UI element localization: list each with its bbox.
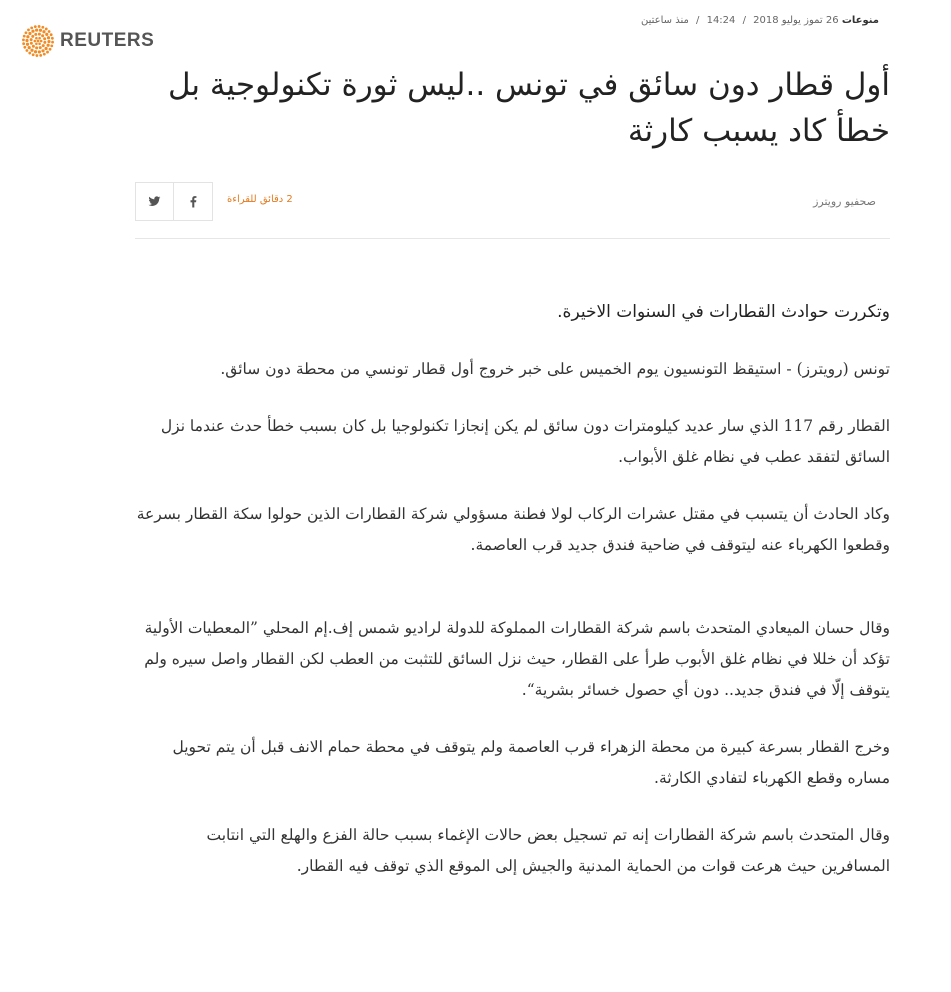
logo-dot: [30, 49, 33, 52]
logo-dot: [26, 49, 29, 52]
logo-dot: [26, 43, 29, 46]
logo-dot: [25, 39, 28, 42]
logo-dot: [43, 53, 46, 56]
publish-time: 14:24: [706, 15, 736, 26]
logo-dot: [47, 44, 50, 47]
logo-dot: [40, 40, 43, 43]
read-time: 2 دقائق للقراءة: [227, 194, 293, 205]
article-paragraph: وقال حسان الميعادي المتحدث باسم شركة القطارات المملوكة للدولة لراديو شمس إف.إم المحلي ”المعطيات الأولية تؤكد أن خللا في نظام غلق الأبوب طرأ على القطار، حيث نزل السائق للتثبت من العطب لكن القطار واصل سيره ولم يتوقف إلّا في فندق جديد.. دون أي حصول خسائر بشرية“.: [144, 619, 890, 699]
logo-dot: [32, 53, 35, 56]
logo-dot: [30, 38, 33, 41]
logo-dot: [47, 40, 50, 43]
facebook-icon: [187, 195, 200, 208]
logo-dot: [39, 29, 42, 32]
article-paragraph: وكاد الحادث أن يتسبب في مقتل عشرات الركاب لولا فطنة مسؤولي شركة القطارات الذين حولوا سكة القطار بسرعة وقطعوا الكهرباء عنه ليتوقف في ضاحية فندق جديد قرب العاصمة.: [136, 505, 890, 554]
logo-dot: [23, 46, 26, 49]
publish-date: 26 تموز يوليو 2018: [753, 15, 839, 26]
brand-name: REUTERS: [60, 30, 155, 51]
byline-bar: [135, 182, 890, 239]
article-lead: وتكررت حوادث القطارات في السنوات الاخيرة.: [557, 302, 890, 322]
logo-dot: [34, 25, 37, 28]
logo-dot: [38, 50, 41, 53]
logo-dot: [30, 42, 33, 45]
logo-dot: [35, 37, 38, 40]
logo-dot: [30, 26, 33, 29]
logo-dot: [39, 54, 42, 57]
logo-dot: [32, 45, 35, 48]
article-headline: أول قطار دون سائق في تونس ..ليس ثورة تكنولوجية بل خطأ كاد يسبب كارثة: [167, 67, 890, 149]
logo-dot: [41, 34, 44, 37]
author-name[interactable]: صحفيو رويترز: [813, 195, 876, 208]
logo-dot: [38, 25, 41, 28]
logo-dot: [28, 52, 31, 55]
logo-dot: [51, 41, 54, 44]
reuters-logo[interactable]: [22, 26, 154, 56]
logo-dot: [45, 33, 48, 36]
meta-separator: /: [696, 15, 700, 26]
logo-dot: [50, 33, 53, 36]
section-label[interactable]: منوعات: [841, 15, 879, 26]
logo-dot: [35, 46, 38, 49]
logo-dot: [31, 30, 34, 33]
relative-time: منذ ساعتين: [640, 15, 689, 26]
twitter-share-button[interactable]: [135, 182, 174, 221]
logo-dot: [22, 38, 25, 41]
logo-dot: [39, 46, 42, 49]
share-buttons: [135, 182, 213, 221]
logo-dot: [28, 46, 31, 49]
logo-dot: [49, 48, 52, 51]
logo-dot: [34, 50, 37, 53]
logo-dot: [27, 29, 30, 32]
logo-dot: [45, 28, 48, 31]
logo-dot: [35, 28, 38, 31]
logo-dot: [25, 31, 28, 34]
logo-dot: [51, 37, 54, 40]
logo-dot: [41, 49, 44, 52]
article-body: [135, 295, 890, 882]
logo-dot: [46, 51, 49, 54]
article-paragraph: القطار رقم 117 الذي سار عديد كيلومترات دون سائق لم يكن إنجازا تكنولوجيا بل كان بسبب خطأ حدث عندما نزل السائق لتفقد عطب في نظام غلق الأبواب.: [160, 417, 890, 466]
logo-dot: [48, 30, 51, 33]
logo-dot: [31, 35, 34, 38]
logo-dot: [47, 36, 50, 39]
logo-dot: [37, 40, 40, 43]
logo-dot: [43, 37, 46, 40]
logo-dot: [43, 41, 46, 44]
logo-dot: [41, 26, 44, 29]
logo-dot: [38, 42, 41, 45]
logo-dot: [34, 40, 37, 43]
logo-dot: [23, 35, 26, 38]
article-paragraph: وقال المتحدث باسم شركة القطارات إنه تم تسجيل بعض حالات الإغماء بسبب حالة الفزع والهلع التي انتابت المسافرين حيث هرعت قوات من الحماية المدنية والجيش إلى الموقع الذي توقف فيه القطار.: [206, 826, 890, 875]
logo-dot: [38, 37, 41, 40]
logo-dot: [44, 47, 47, 50]
logo-dot: [22, 42, 25, 45]
logo-dot: [50, 44, 53, 47]
logo-dot: [42, 44, 45, 47]
logo-dot: [42, 30, 45, 33]
logo-dot: [35, 42, 38, 45]
reuters-logo-icon: [22, 25, 54, 57]
logo-dot: [28, 32, 31, 35]
logo-dot: [38, 33, 41, 36]
logo-dot: [26, 35, 29, 38]
twitter-icon: [148, 195, 161, 208]
article-paragraph: وخرج القطار بسرعة كبيرة من محطة الزهراء قرب العاصمة ولم يتوقف في محطة حمام الانف قبل أن يتم تحويل مساره وقطع الكهرباء لتفادي الكارثة.: [172, 738, 890, 787]
logo-dot: [35, 54, 38, 57]
meta-separator: /: [742, 15, 746, 26]
article-paragraph: تونس (رويترز) - استيقظ التونسيون يوم الخميس على خبر خروج أول قطار تونسي من محطة دون سائق.: [220, 360, 890, 378]
facebook-share-button[interactable]: [174, 182, 213, 221]
article-meta: [641, 15, 879, 26]
logo-dot: [34, 33, 37, 36]
